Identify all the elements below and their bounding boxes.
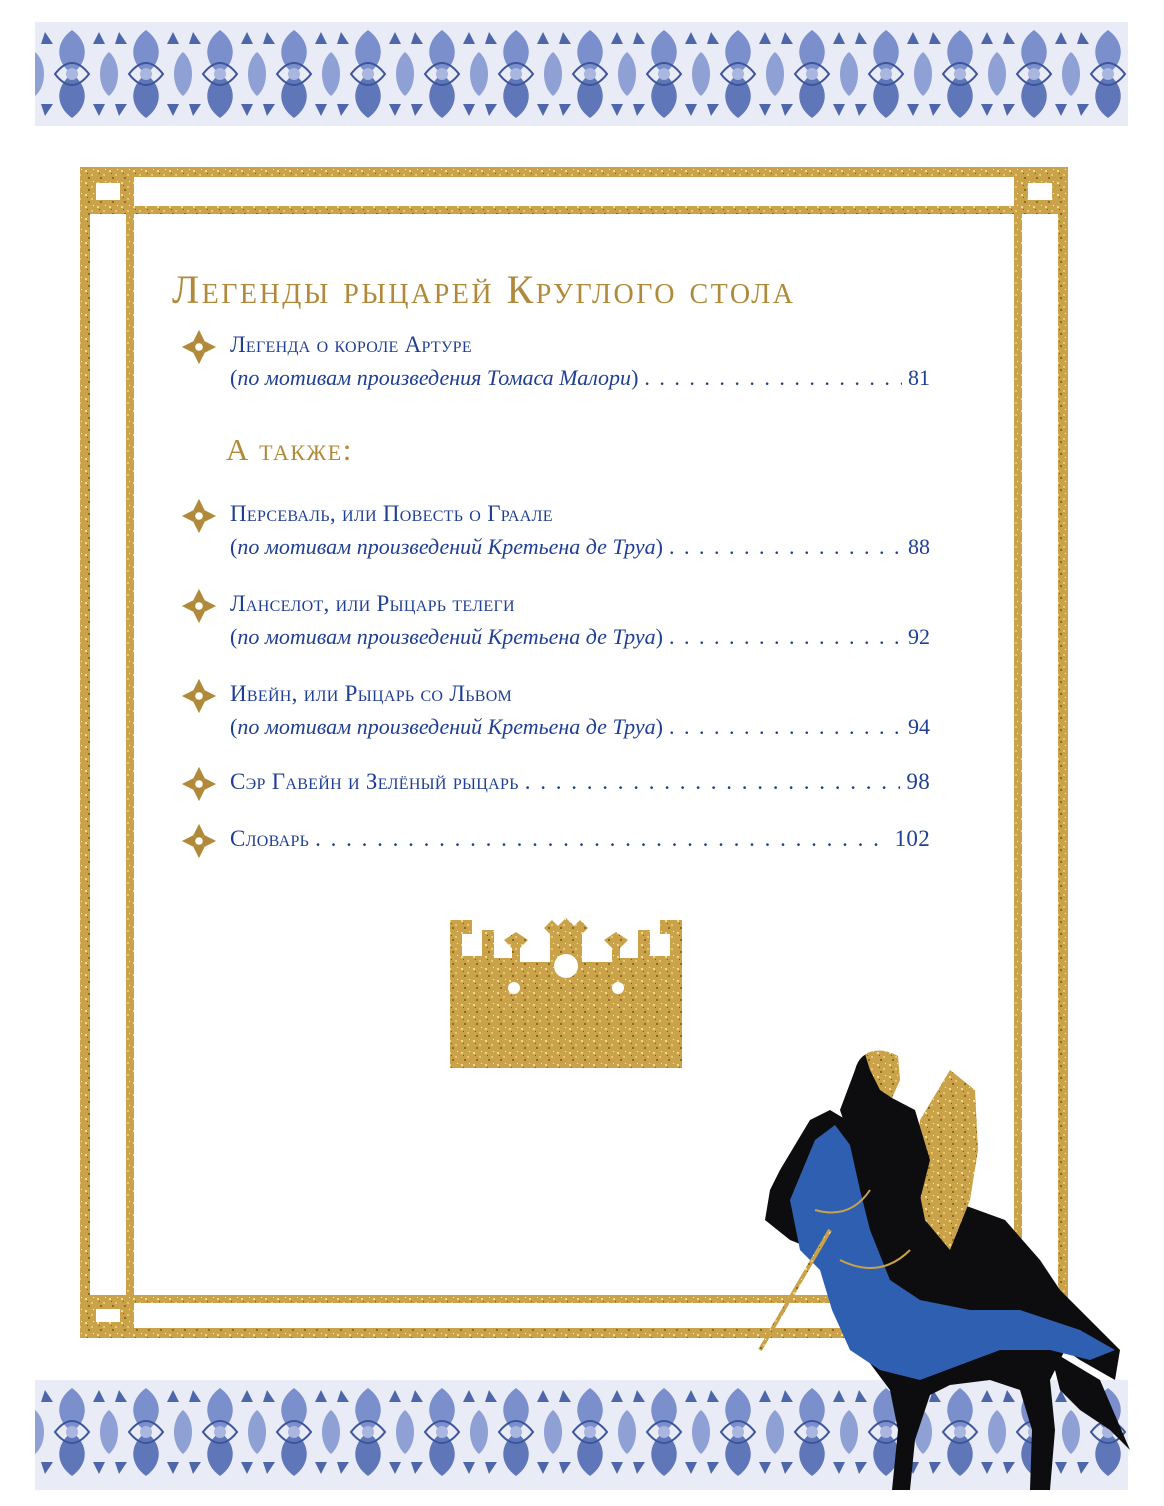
page-number: 81 xyxy=(908,365,930,390)
paren-close: ) xyxy=(655,534,663,559)
diamond-flower-icon xyxy=(180,497,218,535)
entry-source: по мотивам произведения Томаса Малори xyxy=(237,365,632,390)
leader-dots xyxy=(669,534,902,560)
diamond-flower-icon xyxy=(180,677,218,715)
page-number: 102 xyxy=(894,826,930,851)
paren-open: ( xyxy=(230,534,238,559)
leader-dots xyxy=(525,769,901,795)
page-number: 94 xyxy=(908,714,930,739)
crown-icon xyxy=(448,918,684,1068)
entry-source: по мотивам произведений Кретьена де Труа xyxy=(237,714,656,739)
leader-dots xyxy=(669,714,902,740)
paren-close: ) xyxy=(655,714,663,739)
section-subtitle: А также: xyxy=(226,432,353,467)
leader-dots xyxy=(315,826,888,852)
paren-open: ( xyxy=(230,624,238,649)
leader-dots xyxy=(669,624,902,650)
leader-dots xyxy=(644,365,902,391)
diamond-flower-icon xyxy=(180,328,218,366)
knight-on-horse-illustration xyxy=(720,1050,1140,1500)
paren-close: ) xyxy=(631,365,639,390)
diamond-flower-icon xyxy=(180,587,218,625)
page-title: Легенды рыцарей Круглого стола xyxy=(172,267,796,312)
paren-open: ( xyxy=(230,365,238,390)
entry-source: по мотивам произведений Кретьена де Труа xyxy=(237,624,656,649)
paren-open: ( xyxy=(230,714,238,739)
entry-title: Сэр Гавейн и Зелёный рыцарь xyxy=(230,769,519,794)
entry-title: Словарь xyxy=(230,826,310,851)
diamond-flower-icon xyxy=(180,765,218,803)
page-number: 92 xyxy=(908,624,930,649)
paren-close: ) xyxy=(655,624,663,649)
entry-source: по мотивам произведений Кретьена де Труа xyxy=(237,534,656,559)
entry-title: Легенда о короле Артуре xyxy=(230,332,472,357)
diamond-flower-icon xyxy=(180,822,218,860)
entry-title: Персеваль, или Повесть о Граале xyxy=(230,501,553,526)
entry-title: Ланселот, или Рыцарь телеги xyxy=(230,591,515,616)
page-number: 88 xyxy=(908,534,930,559)
entry-title: Ивейн, или Рыцарь со Львом xyxy=(230,681,513,706)
page-number: 98 xyxy=(906,769,930,794)
